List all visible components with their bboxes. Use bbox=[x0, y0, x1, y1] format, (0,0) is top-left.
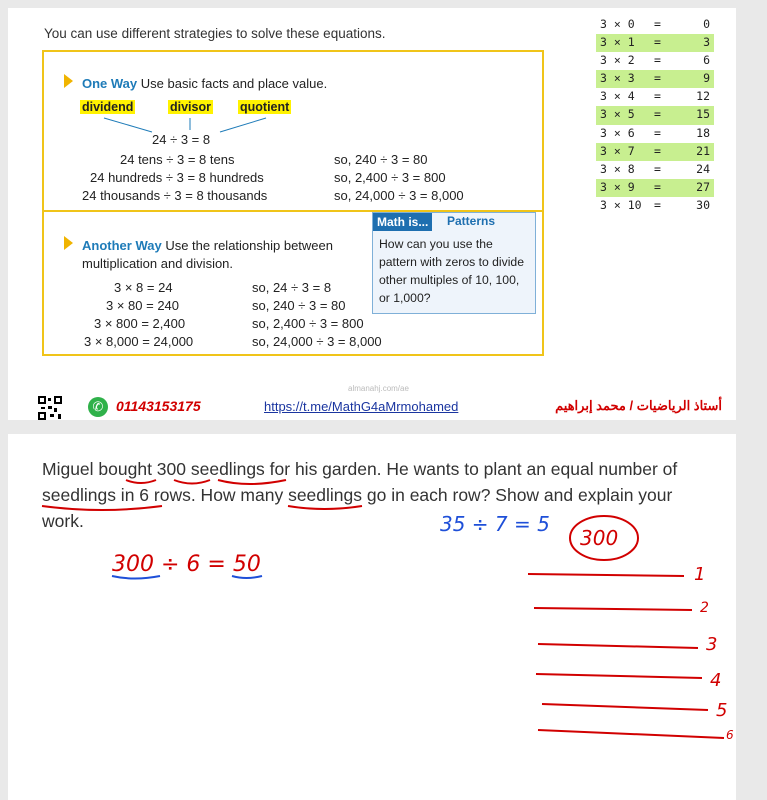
math-is-topic: Patterns bbox=[447, 214, 496, 228]
label-quotient: quotient bbox=[240, 100, 290, 114]
another-left-2: 3 × 80 = 240 bbox=[106, 298, 180, 313]
basic-fact: 24 ÷ 3 = 8 bbox=[152, 132, 211, 147]
table-row: 3 × 3 = 9 bbox=[596, 70, 714, 88]
one-way-left-2: 24 hundreds ÷ 3 = 8 hundreds bbox=[90, 170, 264, 185]
one-way-right-3: so, 24,000 ÷ 3 = 8,000 bbox=[334, 188, 464, 203]
another-right-4: so, 24,000 ÷ 3 = 8,000 bbox=[252, 334, 382, 349]
label-dividend: dividend bbox=[82, 100, 134, 114]
another-right-3: so, 2,400 ÷ 3 = 800 bbox=[252, 316, 364, 331]
telegram-link[interactable]: https://t.me/MathG4aMrmohamed bbox=[264, 399, 459, 414]
row-number: 3 bbox=[706, 634, 718, 655]
handwriting-marks bbox=[8, 434, 736, 800]
row-number: 1 bbox=[694, 564, 706, 585]
another-right-2: so, 240 ÷ 3 = 80 bbox=[252, 298, 346, 313]
table-row: 3 × 2 = 6 bbox=[600, 53, 710, 68]
table-row: 3 × 9 = 27 bbox=[596, 179, 714, 197]
another-way-title: Another Way bbox=[82, 238, 162, 253]
table-row: 3 × 0 = 0 bbox=[600, 17, 710, 31]
row-number: 4 bbox=[710, 670, 722, 691]
table-row: 3 × 7 = 21 bbox=[596, 143, 714, 161]
another-right-1: so, 24 ÷ 3 = 8 bbox=[252, 280, 332, 295]
word-problem: Miguel bought 300 seedlings for his garden. He wants to plant an equal number of seedlings in 6 rows. How many seedlings go in each row? Show and explain your work. bbox=[42, 459, 678, 531]
row-number: 2 bbox=[700, 600, 709, 616]
math-is-body: How can you use the pattern with zeros to divide other multiples of 10, 100, or 1,000? bbox=[379, 237, 524, 305]
table-row: 3 × 6 = 18 bbox=[600, 125, 710, 140]
row-number: 6 bbox=[726, 728, 734, 742]
another-left-1: 3 × 8 = 24 bbox=[114, 280, 173, 295]
triangle-icon bbox=[64, 236, 73, 250]
one-way-left-1: 24 tens ÷ 3 = 8 tens bbox=[120, 152, 235, 167]
whatsapp-icon[interactable]: ✆ bbox=[88, 397, 108, 417]
table-row: 3 × 10 = 30 bbox=[600, 197, 710, 212]
one-way-right-1: so, 240 ÷ 3 = 80 bbox=[334, 152, 428, 167]
table-row: 3 × 5 = 15 bbox=[596, 106, 714, 124]
another-way-text-2: multiplication and division. bbox=[82, 256, 234, 271]
another-way-heading bbox=[82, 238, 333, 253]
table-row: 3 × 1 = 3 bbox=[596, 34, 714, 52]
math-is-tag: Math is... bbox=[373, 213, 432, 231]
one-way-title: One Way bbox=[82, 76, 138, 91]
watermark-url: almanahj.com/ae bbox=[348, 384, 409, 393]
lesson-card bbox=[8, 8, 736, 420]
teacher-name: أستاذ الرياضيات / محمد إبراهيم bbox=[555, 398, 722, 413]
label-divisor: divisor bbox=[170, 100, 211, 114]
one-way-left-3: 24 thousands ÷ 3 = 8 thousands bbox=[82, 188, 268, 203]
another-left-3: 3 × 800 = 2,400 bbox=[94, 316, 186, 331]
handwritten-equation: 300 ÷ 6 = 50 bbox=[112, 552, 261, 577]
times-table bbox=[596, 16, 714, 215]
another-way-text-1: Use the relationship between bbox=[165, 238, 333, 253]
qr-code-icon bbox=[38, 396, 62, 420]
one-way-text: Use basic facts and place value. bbox=[140, 76, 328, 91]
one-way-right-2: so, 2,400 ÷ 3 = 800 bbox=[334, 170, 446, 185]
handwritten-side-equation: 35 ÷ 7 = 5 bbox=[440, 512, 550, 536]
handwritten-circled-300: 300 bbox=[580, 526, 619, 550]
math-is-callout bbox=[372, 212, 536, 314]
table-row: 3 × 8 = 24 bbox=[600, 161, 710, 176]
phone-number: 01143153175 bbox=[116, 398, 201, 414]
row-number: 5 bbox=[716, 700, 728, 721]
table-row: 3 × 4 = 12 bbox=[600, 89, 710, 104]
label-arrows bbox=[44, 52, 344, 142]
another-left-4: 3 × 8,000 = 24,000 bbox=[84, 334, 194, 349]
problem-card bbox=[8, 434, 736, 800]
intro-text: You can use different strategies to solve these equations. bbox=[44, 26, 386, 41]
